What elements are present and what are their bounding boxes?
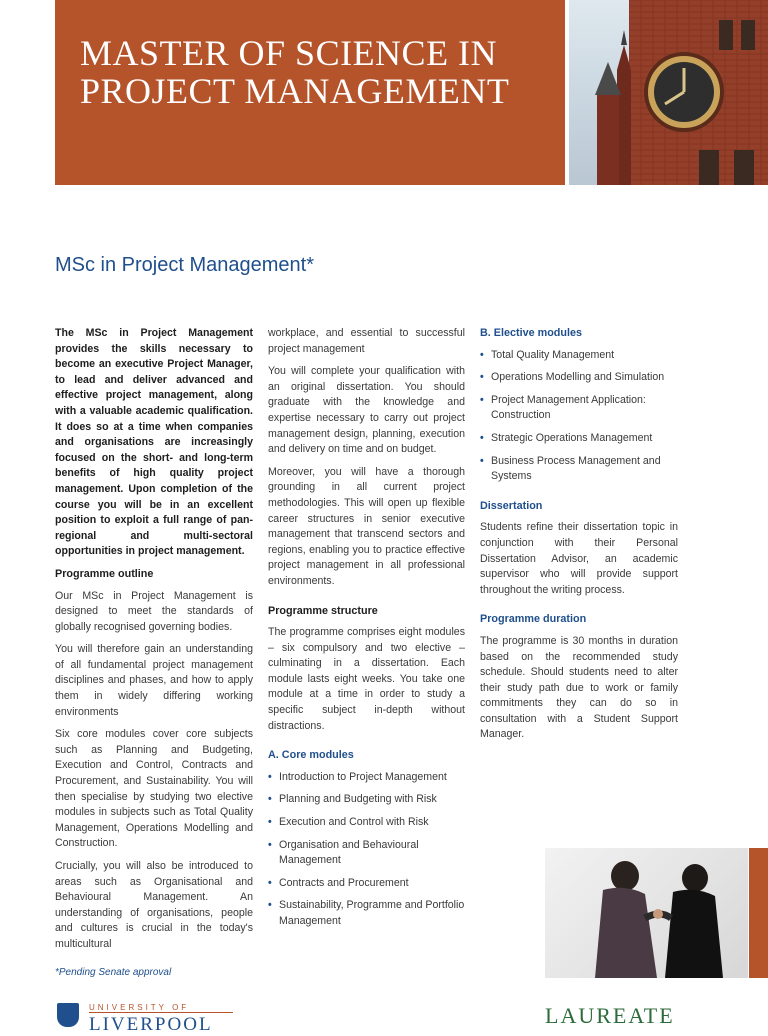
- list-item: • Operations Modelling and Simulation: [480, 370, 678, 386]
- list-item: • Strategic Operations Management: [480, 431, 678, 447]
- dissertation-text: Students refine their dissertation topic in conjunction with their Personal Dissertation Advisor, an academic supervisor who will provide support throughout the writing process.: [480, 521, 678, 596]
- programme-outline-heading: Programme outline: [55, 567, 154, 580]
- core-modules-heading: A. Core modules: [268, 749, 354, 762]
- page-title: [80, 34, 509, 110]
- list-item: • Contracts and Procurement: [268, 876, 465, 892]
- list-item: • Organisation and Behavioural Management: [268, 838, 465, 869]
- programme-duration-heading: Programme duration: [480, 613, 587, 626]
- column-right: [480, 326, 678, 750]
- list-item: • Business Process Management and Systems: [480, 454, 678, 485]
- handshake-photo: [545, 848, 748, 978]
- programme-structure-heading: Programme structure: [268, 604, 378, 617]
- core-modules-list: [268, 770, 465, 930]
- list-item: • Sustainability, Programme and Portfolio Management: [268, 898, 465, 929]
- footnote: *Pending Senate approval: [55, 967, 172, 978]
- accent-strip: [749, 848, 768, 978]
- clock-tower-photo: [569, 0, 768, 185]
- handshake-illustration: [545, 848, 748, 978]
- list-item: • Project Management Application: Construction: [480, 393, 678, 424]
- outline-paragraph-2: You will therefore gain an understanding of all fundamental project management disciplines and phases, and how to apply them in widely differing working environments: [55, 643, 253, 718]
- mid-paragraph-3: Moreover, you will have a thorough grounding in all current project methodologies. This will open up flexible career structures in senior executive management that transcend sectors and regions, enabling you to practice effective project management in all professional environments.: [268, 465, 465, 587]
- outline-paragraph-4: Crucially, you will also be introduced to areas such as Organisational and Behavioural Management. An understanding of organisations, people and cultures is crucial in the today's multicultural: [55, 860, 253, 950]
- list-item: • Introduction to Project Management: [268, 770, 465, 786]
- list-item: • Planning and Budgeting with Risk: [268, 792, 465, 808]
- intro-paragraph: The MSc in Project Management provides the skills necessary to become an executive Project Manager, to lead and deliver advanced and effective project management, along with a valuable academic qualification. It does so at a time when companies and organisations are increasingly focused on the short- and long-term benefits of high quality project management. Upon completion of the course you will be in an excellent position to exploit a full range of pan-regional and multi-sectoral opportunities in project management.: [55, 327, 253, 558]
- university-logo: [55, 1001, 235, 1035]
- title-line-2: PROJECT MANAGEMENT: [80, 71, 510, 111]
- title-line-1: MASTER OF SCIENCE IN: [80, 33, 498, 73]
- laureate-logo: LAUREATE: [545, 1003, 675, 1028]
- outline-paragraph-1: Our MSc in Project Management is designed to meet the standards of globally recognised governing bodies.: [55, 589, 253, 633]
- dissertation-heading: Dissertation: [480, 499, 543, 512]
- mid-paragraph-2: You will complete your qualification with an original dissertation. You should graduate with the knowledge and expertise necessary to carry out project management design, planning, execution and delivery on time and on budget.: [268, 365, 465, 456]
- outline-paragraph-3: Six core modules cover core subjects such as Planning and Budgeting, Execution and Control, Contracts and Procurement, and Sustainability. You will then specialise by studying two elective modules in subjects such as Total Quality Management, Operations Modelling and Construction.: [55, 728, 253, 850]
- logo-divider: [89, 1012, 233, 1013]
- title-banner: [55, 0, 565, 185]
- programme-structure-text: The programme comprises eight modules – six compulsory and two elective – culminating in a dissertation. Each module lasts eight weeks. You take one module at a time in order to study a specific subject in-depth without distractions.: [268, 626, 465, 732]
- list-item: • Total Quality Management: [480, 348, 678, 364]
- clock-tower-illustration: [569, 0, 768, 185]
- programme-duration-text: The programme is 30 months in duration based on the recommended study schedule. Should students need to alter their study path due to work or family commitments they can do so in consultation with a Student Support Manager.: [480, 634, 678, 741]
- section-subtitle: MSc in Project Management*: [55, 254, 315, 276]
- elective-modules-heading: B. Elective modules: [480, 327, 583, 339]
- mid-paragraph-1: workplace, and essential to successful project management: [268, 327, 465, 355]
- column-left: [55, 326, 253, 960]
- crest-icon: [57, 1003, 79, 1027]
- column-middle: [268, 326, 465, 938]
- logo-small-text: UNIVERSITY OF: [89, 1003, 190, 1012]
- elective-modules-list: [480, 348, 678, 485]
- list-item: • Execution and Control with Risk: [268, 815, 465, 831]
- logo-big-text: LIVERPOOL: [89, 1014, 213, 1035]
